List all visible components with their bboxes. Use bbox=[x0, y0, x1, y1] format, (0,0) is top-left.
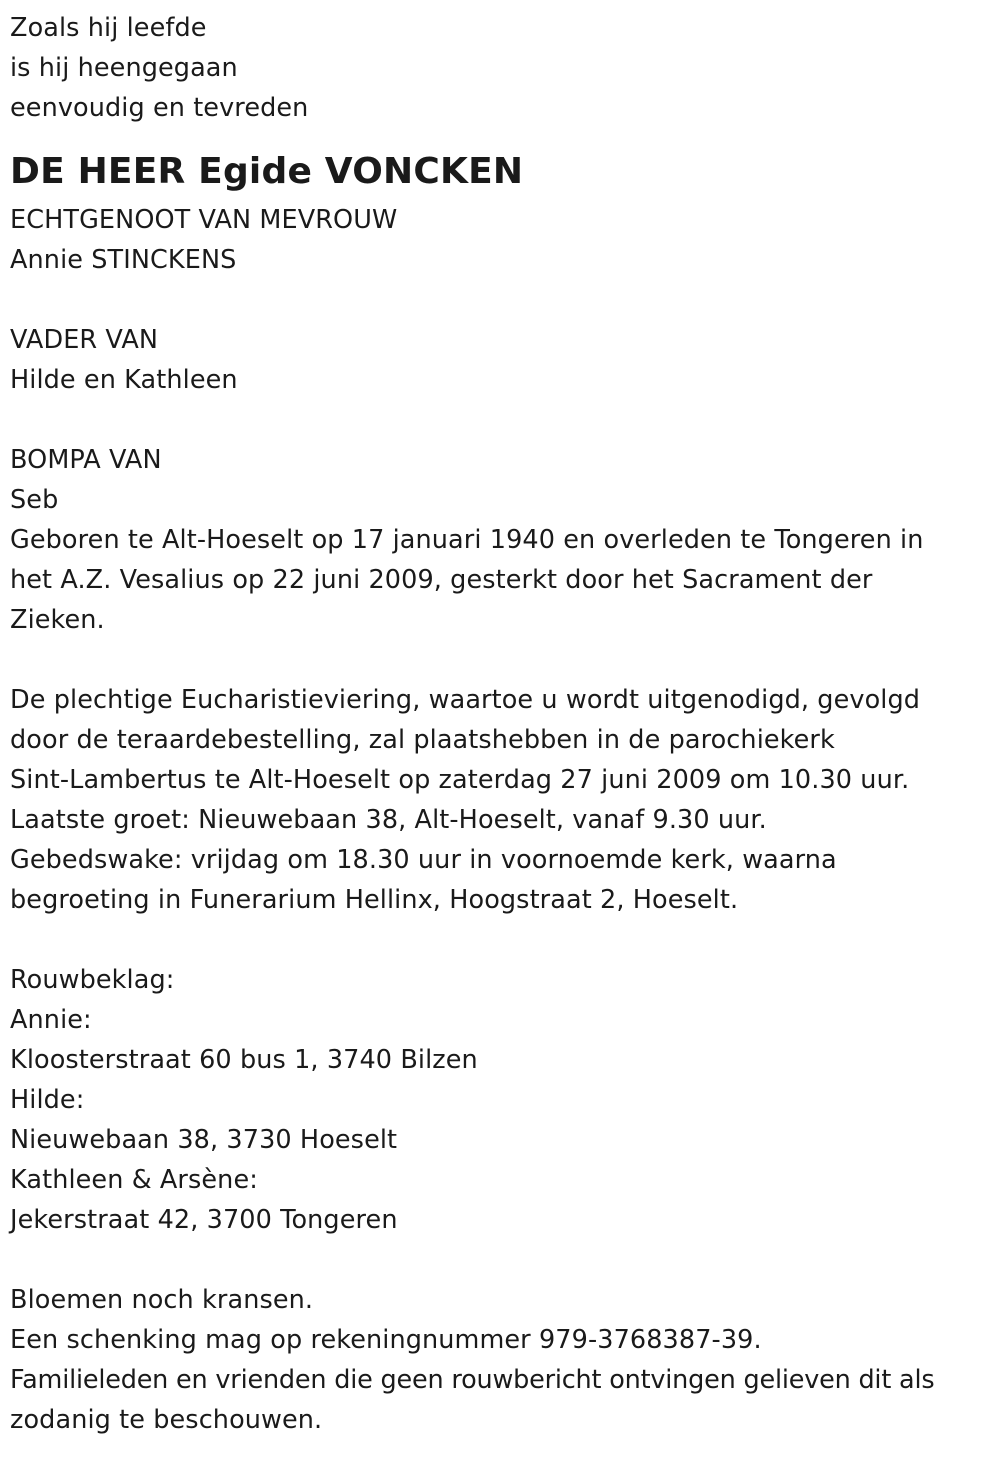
birth-death-line: Geboren te Alt-Hoeselt op 17 januari 1940 en overleden te Tongeren in bbox=[10, 525, 924, 555]
closing-section bbox=[10, 1280, 990, 1440]
motto-line-3: eenvoudig en tevreden bbox=[10, 93, 309, 123]
vigil-line: Gebedswake: vrijdag om 18.30 uur in voornoemde kerk, waarna bbox=[10, 845, 837, 875]
farewell-line: Laatste groet: Nieuwebaan 38, Alt-Hoeselt, vanaf 9.30 uur. bbox=[10, 805, 767, 835]
spouse-label: ECHTGENOOT VAN MEVROUW bbox=[10, 205, 398, 235]
spouse-name: Annie STINCKENS bbox=[10, 245, 237, 275]
grandfather-label: BOMPA VAN bbox=[10, 445, 162, 475]
condolence-address: Nieuwebaan 38, 3730 Hoeselt bbox=[10, 1125, 398, 1155]
donation-note: Een schenking mag op rekeningnummer 979-3768387-39. bbox=[10, 1325, 762, 1355]
spacer bbox=[10, 400, 990, 440]
condolence-name: Kathleen & Arsène: bbox=[10, 1165, 258, 1195]
father-section bbox=[10, 320, 990, 400]
condolence-name: Hilde: bbox=[10, 1085, 85, 1115]
spacer bbox=[10, 1240, 990, 1280]
condolences-label: Rouwbeklag: bbox=[10, 965, 175, 995]
children-names: Hilde en Kathleen bbox=[10, 365, 238, 395]
vigil-line: begroeting in Funerarium Hellinx, Hoogstraat 2, Hoeselt. bbox=[10, 885, 739, 915]
spacer bbox=[10, 280, 990, 320]
grandchild-name: Seb bbox=[10, 485, 59, 515]
birth-death-line: Zieken. bbox=[10, 605, 105, 635]
flowers-note: Bloemen noch kransen. bbox=[10, 1285, 314, 1315]
ceremony-paragraph bbox=[10, 680, 990, 920]
condolences-section bbox=[10, 960, 990, 1240]
spouse-section bbox=[10, 200, 990, 280]
father-label: VADER VAN bbox=[10, 325, 159, 355]
motto bbox=[10, 8, 990, 128]
motto-line-2: is hij heengegaan bbox=[10, 53, 238, 83]
ceremony-line: door de teraardebestelling, zal plaatshebben in de parochiekerk bbox=[10, 725, 835, 755]
notice-line: zodanig te beschouwen. bbox=[10, 1405, 323, 1435]
ceremony-line: Sint-Lambertus te Alt-Hoeselt op zaterdag 27 juni 2009 om 10.30 uur. bbox=[10, 765, 910, 795]
birth-death-line: het A.Z. Vesalius op 22 juni 2009, gesterkt door het Sacrament der bbox=[10, 565, 873, 595]
condolence-address: Jekerstraat 42, 3700 Tongeren bbox=[10, 1205, 398, 1235]
spacer bbox=[10, 640, 990, 680]
condolence-name: Annie: bbox=[10, 1005, 92, 1035]
birth-death-paragraph bbox=[10, 520, 990, 640]
deceased-name-title: DE HEER Egide VONCKEN bbox=[10, 151, 524, 192]
grandfather-section bbox=[10, 440, 990, 520]
ceremony-line: De plechtige Eucharistieviering, waartoe u wordt uitgenodigd, gevolgd bbox=[10, 685, 921, 715]
spacer bbox=[10, 920, 990, 960]
notice-line: Familieleden en vrienden die geen rouwbericht ontvingen gelieven dit als bbox=[10, 1365, 935, 1395]
motto-line-1: Zoals hij leefde bbox=[10, 13, 207, 43]
condolence-address: Kloosterstraat 60 bus 1, 3740 Bilzen bbox=[10, 1045, 478, 1075]
